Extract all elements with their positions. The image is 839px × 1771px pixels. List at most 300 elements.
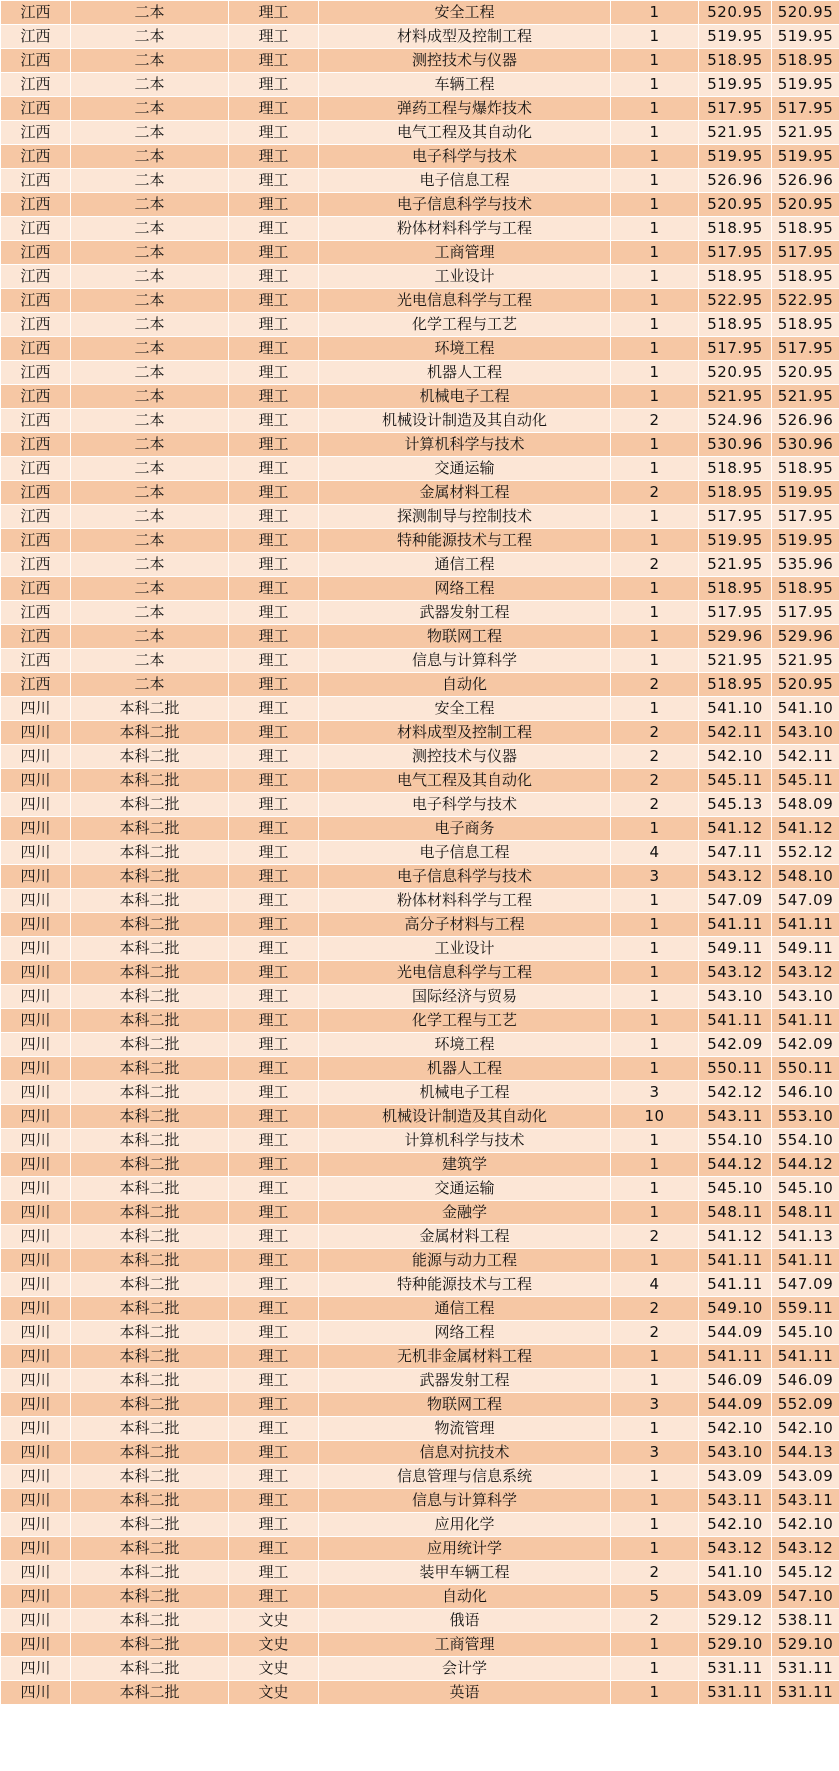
cell-province: 四川 [1, 1273, 71, 1297]
cell-category: 理工 [229, 1513, 319, 1537]
cell-max-score: 545.10 [772, 1177, 839, 1201]
cell-count: 1 [611, 1129, 699, 1153]
cell-batch: 本科二批 [71, 1465, 229, 1489]
cell-province: 江西 [1, 625, 71, 649]
table-row [1, 553, 839, 577]
cell-min-score: 541.11 [699, 913, 772, 937]
cell-batch: 本科二批 [71, 1321, 229, 1345]
cell-batch: 二本 [71, 457, 229, 481]
cell-batch: 二本 [71, 1, 229, 25]
cell-category: 理工 [229, 1009, 319, 1033]
table-row [1, 769, 839, 793]
table-row [1, 1, 839, 25]
cell-province: 江西 [1, 457, 71, 481]
cell-count: 3 [611, 865, 699, 889]
table-row [1, 601, 839, 625]
cell-min-score: 543.12 [699, 1537, 772, 1561]
cell-batch: 本科二批 [71, 1297, 229, 1321]
cell-count: 4 [611, 1273, 699, 1297]
cell-count: 1 [611, 961, 699, 985]
cell-min-score: 529.10 [699, 1633, 772, 1657]
cell-province: 四川 [1, 697, 71, 721]
cell-province: 江西 [1, 529, 71, 553]
table-row [1, 889, 839, 913]
table-row [1, 145, 839, 169]
cell-min-score: 541.10 [699, 1561, 772, 1585]
cell-major: 机械设计制造及其自动化 [319, 409, 611, 433]
cell-province: 四川 [1, 1009, 71, 1033]
cell-category: 理工 [229, 961, 319, 985]
cell-province: 四川 [1, 1585, 71, 1609]
cell-max-score: 541.11 [772, 1345, 839, 1369]
cell-max-score: 518.95 [772, 577, 839, 601]
cell-batch: 本科二批 [71, 841, 229, 865]
cell-province: 四川 [1, 1681, 71, 1705]
cell-batch: 本科二批 [71, 769, 229, 793]
cell-category: 理工 [229, 481, 319, 505]
table-row [1, 985, 839, 1009]
cell-count: 1 [611, 1657, 699, 1681]
cell-major: 工商管理 [319, 241, 611, 265]
cell-category: 理工 [229, 1225, 319, 1249]
cell-major: 信息与计算科学 [319, 649, 611, 673]
cell-province: 江西 [1, 121, 71, 145]
cell-max-score: 552.12 [772, 841, 839, 865]
cell-count: 2 [611, 553, 699, 577]
cell-category: 理工 [229, 793, 319, 817]
cell-min-score: 518.95 [699, 265, 772, 289]
cell-province: 江西 [1, 289, 71, 313]
cell-min-score: 518.95 [699, 457, 772, 481]
cell-category: 理工 [229, 1273, 319, 1297]
cell-count: 1 [611, 889, 699, 913]
cell-batch: 二本 [71, 289, 229, 313]
cell-major: 化学工程与工艺 [319, 313, 611, 337]
cell-min-score: 541.11 [699, 1345, 772, 1369]
table-row [1, 169, 839, 193]
cell-category: 理工 [229, 865, 319, 889]
cell-category: 理工 [229, 505, 319, 529]
cell-count: 1 [611, 241, 699, 265]
cell-count: 1 [611, 697, 699, 721]
table-row [1, 1033, 839, 1057]
cell-province: 四川 [1, 1369, 71, 1393]
cell-count: 2 [611, 1609, 699, 1633]
table-row [1, 193, 839, 217]
cell-max-score: 544.13 [772, 1441, 839, 1465]
cell-count: 1 [611, 265, 699, 289]
cell-count: 1 [611, 1369, 699, 1393]
cell-province: 江西 [1, 49, 71, 73]
cell-min-score: 554.10 [699, 1129, 772, 1153]
cell-max-score: 547.09 [772, 889, 839, 913]
cell-category: 理工 [229, 1465, 319, 1489]
cell-major: 车辆工程 [319, 73, 611, 97]
cell-major: 材料成型及控制工程 [319, 25, 611, 49]
cell-province: 江西 [1, 313, 71, 337]
cell-count: 1 [611, 1201, 699, 1225]
cell-max-score: 526.96 [772, 169, 839, 193]
cell-min-score: 541.12 [699, 817, 772, 841]
cell-major: 光电信息科学与工程 [319, 961, 611, 985]
cell-category: 理工 [229, 769, 319, 793]
cell-province: 四川 [1, 865, 71, 889]
cell-min-score: 543.10 [699, 1441, 772, 1465]
table-row [1, 1681, 839, 1705]
cell-min-score: 519.95 [699, 145, 772, 169]
table-row [1, 1105, 839, 1129]
cell-category: 文史 [229, 1609, 319, 1633]
cell-min-score: 543.12 [699, 961, 772, 985]
cell-major: 机器人工程 [319, 1057, 611, 1081]
cell-batch: 二本 [71, 409, 229, 433]
cell-batch: 二本 [71, 121, 229, 145]
cell-min-score: 543.11 [699, 1105, 772, 1129]
table-row [1, 1657, 839, 1681]
cell-max-score: 553.10 [772, 1105, 839, 1129]
cell-major: 工商管理 [319, 1633, 611, 1657]
cell-min-score: 521.95 [699, 385, 772, 409]
cell-category: 理工 [229, 313, 319, 337]
cell-min-score: 541.11 [699, 1249, 772, 1273]
cell-count: 1 [611, 145, 699, 169]
cell-max-score: 543.12 [772, 1537, 839, 1561]
cell-province: 四川 [1, 841, 71, 865]
cell-count: 1 [611, 1249, 699, 1273]
table-row [1, 1585, 839, 1609]
cell-category: 理工 [229, 73, 319, 97]
cell-major: 化学工程与工艺 [319, 1009, 611, 1033]
cell-min-score: 541.10 [699, 697, 772, 721]
cell-max-score: 526.96 [772, 409, 839, 433]
cell-min-score: 542.10 [699, 1417, 772, 1441]
cell-category: 理工 [229, 649, 319, 673]
cell-major: 武器发射工程 [319, 601, 611, 625]
cell-batch: 二本 [71, 577, 229, 601]
cell-category: 理工 [229, 385, 319, 409]
table-row [1, 745, 839, 769]
cell-min-score: 550.11 [699, 1057, 772, 1081]
cell-major: 工业设计 [319, 937, 611, 961]
cell-count: 1 [611, 913, 699, 937]
cell-count: 1 [611, 1537, 699, 1561]
table-row [1, 793, 839, 817]
cell-count: 3 [611, 1441, 699, 1465]
cell-count: 1 [611, 97, 699, 121]
cell-min-score: 517.95 [699, 505, 772, 529]
cell-category: 理工 [229, 1417, 319, 1441]
cell-count: 1 [611, 1489, 699, 1513]
cell-major: 计算机科学与技术 [319, 433, 611, 457]
cell-batch: 本科二批 [71, 865, 229, 889]
cell-major: 电气工程及其自动化 [319, 121, 611, 145]
cell-province: 四川 [1, 1081, 71, 1105]
cell-category: 理工 [229, 169, 319, 193]
cell-major: 信息对抗技术 [319, 1441, 611, 1465]
cell-category: 理工 [229, 1441, 319, 1465]
cell-province: 四川 [1, 1537, 71, 1561]
cell-province: 四川 [1, 1657, 71, 1681]
cell-category: 理工 [229, 433, 319, 457]
cell-min-score: 531.11 [699, 1657, 772, 1681]
cell-max-score: 543.09 [772, 1465, 839, 1489]
cell-max-score: 543.12 [772, 961, 839, 985]
cell-province: 四川 [1, 937, 71, 961]
cell-major: 机械设计制造及其自动化 [319, 1105, 611, 1129]
cell-min-score: 520.95 [699, 361, 772, 385]
cell-max-score: 545.12 [772, 1561, 839, 1585]
cell-major: 特种能源技术与工程 [319, 1273, 611, 1297]
table-row [1, 721, 839, 745]
cell-count: 10 [611, 1105, 699, 1129]
cell-major: 通信工程 [319, 1297, 611, 1321]
cell-max-score: 552.09 [772, 1393, 839, 1417]
cell-batch: 本科二批 [71, 1513, 229, 1537]
table-row [1, 1057, 839, 1081]
cell-batch: 本科二批 [71, 1249, 229, 1273]
table-row [1, 1081, 839, 1105]
table-row [1, 1513, 839, 1537]
cell-count: 2 [611, 769, 699, 793]
cell-min-score: 518.95 [699, 49, 772, 73]
cell-province: 四川 [1, 1513, 71, 1537]
cell-category: 理工 [229, 1561, 319, 1585]
cell-count: 1 [611, 649, 699, 673]
cell-min-score: 518.95 [699, 217, 772, 241]
table-row [1, 1201, 839, 1225]
table-row [1, 73, 839, 97]
cell-province: 江西 [1, 241, 71, 265]
cell-major: 机械电子工程 [319, 1081, 611, 1105]
cell-min-score: 517.95 [699, 337, 772, 361]
cell-major: 环境工程 [319, 337, 611, 361]
cell-count: 1 [611, 1633, 699, 1657]
cell-major: 材料成型及控制工程 [319, 721, 611, 745]
cell-batch: 本科二批 [71, 1657, 229, 1681]
cell-max-score: 518.95 [772, 457, 839, 481]
cell-major: 弹药工程与爆炸技术 [319, 97, 611, 121]
cell-max-score: 531.11 [772, 1657, 839, 1681]
table-row [1, 49, 839, 73]
table-row [1, 961, 839, 985]
cell-category: 理工 [229, 673, 319, 697]
cell-count: 1 [611, 25, 699, 49]
table-row [1, 1129, 839, 1153]
table-row [1, 361, 839, 385]
table-row [1, 1489, 839, 1513]
cell-category: 理工 [229, 49, 319, 73]
cell-batch: 二本 [71, 649, 229, 673]
cell-max-score: 519.95 [772, 73, 839, 97]
cell-batch: 本科二批 [71, 1225, 229, 1249]
table-row [1, 841, 839, 865]
cell-min-score: 531.11 [699, 1681, 772, 1705]
table-row [1, 241, 839, 265]
cell-major: 电子信息工程 [319, 169, 611, 193]
cell-max-score: 530.96 [772, 433, 839, 457]
cell-min-score: 542.10 [699, 1513, 772, 1537]
cell-max-score: 518.95 [772, 265, 839, 289]
cell-province: 四川 [1, 961, 71, 985]
cell-province: 江西 [1, 433, 71, 457]
cell-province: 江西 [1, 601, 71, 625]
cell-max-score: 543.10 [772, 721, 839, 745]
cell-max-score: 520.95 [772, 1, 839, 25]
cell-category: 理工 [229, 529, 319, 553]
table-row [1, 97, 839, 121]
cell-batch: 二本 [71, 601, 229, 625]
cell-major: 能源与动力工程 [319, 1249, 611, 1273]
cell-batch: 二本 [71, 361, 229, 385]
cell-category: 理工 [229, 625, 319, 649]
cell-category: 理工 [229, 1321, 319, 1345]
cell-min-score: 517.95 [699, 601, 772, 625]
cell-count: 1 [611, 601, 699, 625]
cell-max-score: 548.11 [772, 1201, 839, 1225]
cell-province: 四川 [1, 745, 71, 769]
cell-max-score: 546.09 [772, 1369, 839, 1393]
cell-province: 四川 [1, 1249, 71, 1273]
cell-max-score: 521.95 [772, 385, 839, 409]
cell-count: 1 [611, 289, 699, 313]
cell-min-score: 519.95 [699, 529, 772, 553]
cell-major: 环境工程 [319, 1033, 611, 1057]
cell-province: 四川 [1, 769, 71, 793]
cell-category: 理工 [229, 1489, 319, 1513]
cell-count: 2 [611, 745, 699, 769]
cell-major: 应用统计学 [319, 1537, 611, 1561]
cell-province: 四川 [1, 913, 71, 937]
cell-batch: 本科二批 [71, 1129, 229, 1153]
cell-batch: 本科二批 [71, 1033, 229, 1057]
cell-major: 机械电子工程 [319, 385, 611, 409]
table-row [1, 1177, 839, 1201]
cell-batch: 本科二批 [71, 1561, 229, 1585]
cell-min-score: 524.96 [699, 409, 772, 433]
cell-category: 理工 [229, 985, 319, 1009]
cell-batch: 本科二批 [71, 1489, 229, 1513]
cell-province: 四川 [1, 1153, 71, 1177]
cell-min-score: 543.12 [699, 865, 772, 889]
table-row [1, 481, 839, 505]
cell-batch: 本科二批 [71, 793, 229, 817]
cell-min-score: 542.12 [699, 1081, 772, 1105]
cell-major: 交通运输 [319, 1177, 611, 1201]
cell-min-score: 522.95 [699, 289, 772, 313]
table-row [1, 1441, 839, 1465]
cell-min-score: 547.11 [699, 841, 772, 865]
table-row [1, 1609, 839, 1633]
cell-count: 1 [611, 457, 699, 481]
cell-category: 理工 [229, 577, 319, 601]
cell-max-score: 518.95 [772, 217, 839, 241]
table-row [1, 649, 839, 673]
cell-min-score: 519.95 [699, 73, 772, 97]
cell-batch: 本科二批 [71, 961, 229, 985]
cell-max-score: 541.12 [772, 817, 839, 841]
cell-province: 江西 [1, 193, 71, 217]
cell-major: 信息与计算科学 [319, 1489, 611, 1513]
cell-min-score: 542.10 [699, 745, 772, 769]
cell-major: 电子商务 [319, 817, 611, 841]
cell-count: 2 [611, 673, 699, 697]
cell-max-score: 543.11 [772, 1489, 839, 1513]
cell-major: 探测制导与控制技术 [319, 505, 611, 529]
cell-min-score: 545.10 [699, 1177, 772, 1201]
cell-batch: 本科二批 [71, 721, 229, 745]
cell-count: 1 [611, 1681, 699, 1705]
cell-category: 理工 [229, 553, 319, 577]
cell-count: 1 [611, 121, 699, 145]
cell-province: 四川 [1, 1633, 71, 1657]
cell-max-score: 519.95 [772, 145, 839, 169]
table-row [1, 1633, 839, 1657]
cell-batch: 本科二批 [71, 1009, 229, 1033]
cell-batch: 本科二批 [71, 1081, 229, 1105]
cell-max-score: 541.13 [772, 1225, 839, 1249]
cell-province: 四川 [1, 1321, 71, 1345]
cell-min-score: 518.95 [699, 577, 772, 601]
cell-count: 1 [611, 361, 699, 385]
cell-max-score: 518.95 [772, 313, 839, 337]
cell-count: 2 [611, 409, 699, 433]
cell-category: 理工 [229, 1393, 319, 1417]
cell-batch: 本科二批 [71, 697, 229, 721]
cell-min-score: 520.95 [699, 1, 772, 25]
cell-major: 自动化 [319, 1585, 611, 1609]
cell-count: 1 [611, 1153, 699, 1177]
cell-category: 理工 [229, 841, 319, 865]
cell-province: 四川 [1, 793, 71, 817]
cell-province: 四川 [1, 1345, 71, 1369]
table-row [1, 697, 839, 721]
cell-category: 理工 [229, 1033, 319, 1057]
cell-count: 5 [611, 1585, 699, 1609]
cell-major: 通信工程 [319, 553, 611, 577]
cell-max-score: 542.10 [772, 1513, 839, 1537]
cell-min-score: 549.10 [699, 1297, 772, 1321]
table-row [1, 1465, 839, 1489]
table-row [1, 217, 839, 241]
cell-count: 1 [611, 577, 699, 601]
cell-min-score: 549.11 [699, 937, 772, 961]
cell-batch: 本科二批 [71, 1585, 229, 1609]
cell-province: 江西 [1, 409, 71, 433]
table-row [1, 529, 839, 553]
cell-province: 江西 [1, 577, 71, 601]
cell-major: 电气工程及其自动化 [319, 769, 611, 793]
cell-category: 理工 [229, 1249, 319, 1273]
cell-major: 国际经济与贸易 [319, 985, 611, 1009]
cell-batch: 二本 [71, 337, 229, 361]
cell-max-score: 541.11 [772, 1249, 839, 1273]
cell-province: 江西 [1, 481, 71, 505]
cell-max-score: 517.95 [772, 97, 839, 121]
cell-min-score: 518.95 [699, 673, 772, 697]
cell-batch: 二本 [71, 505, 229, 529]
table-row [1, 913, 839, 937]
table-row [1, 337, 839, 361]
cell-province: 江西 [1, 169, 71, 193]
table-row [1, 121, 839, 145]
cell-category: 理工 [229, 1153, 319, 1177]
cell-major: 网络工程 [319, 1321, 611, 1345]
cell-count: 1 [611, 529, 699, 553]
table-row [1, 1153, 839, 1177]
cell-major: 信息管理与信息系统 [319, 1465, 611, 1489]
cell-batch: 二本 [71, 97, 229, 121]
cell-count: 1 [611, 1345, 699, 1369]
